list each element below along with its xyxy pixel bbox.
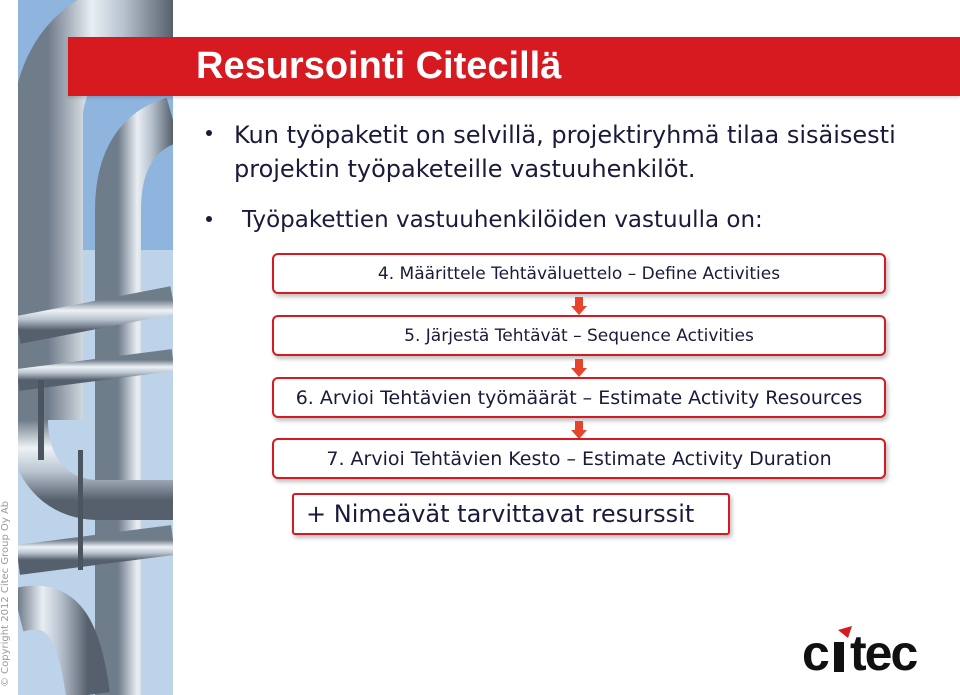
arrow-down-icon xyxy=(571,297,587,315)
bullet-item xyxy=(206,204,926,236)
step-box-estimate-resources: 6. Arvioi Tehtävien työmäärät – Estimate Activity Resources xyxy=(272,377,886,418)
slide-title: Resursointi Citecillä xyxy=(196,45,562,87)
bullet-text: Työpakettien vastuuhenkilöiden vastuulla on: xyxy=(242,207,763,233)
bullet-text: Kun työpaketit on selvillä, projektiryhmä tilaa sisäisesti projektin työpaketeille vastuuhenkilöt. xyxy=(234,121,896,183)
step-box-define-activities: 4. Määrittele Tehtäväluettelo – Define Activities xyxy=(272,253,886,294)
bullet-list xyxy=(206,118,926,236)
step-box-estimate-duration: 7. Arvioi Tehtävien Kesto – Estimate Activity Duration xyxy=(272,438,886,479)
copyright-text: © Copyright 2012 Citec Group Oy Ab xyxy=(0,500,11,687)
extra-note-box: + Nimeävät tarvittavat resurssit xyxy=(292,493,730,535)
citec-logo xyxy=(800,624,940,680)
bullet-item xyxy=(206,118,926,186)
arrow-down-icon xyxy=(571,359,587,377)
svg-text:c: c xyxy=(802,625,828,680)
industrial-pipes-photo xyxy=(18,0,173,695)
bullet-dot-icon xyxy=(206,130,212,136)
bullet-dot-icon xyxy=(206,216,212,222)
svg-text:tec: tec xyxy=(850,625,917,680)
arrow-down-icon xyxy=(571,421,587,439)
step-box-sequence-activities: 5. Järjestä Tehtävät – Sequence Activities xyxy=(272,315,886,356)
